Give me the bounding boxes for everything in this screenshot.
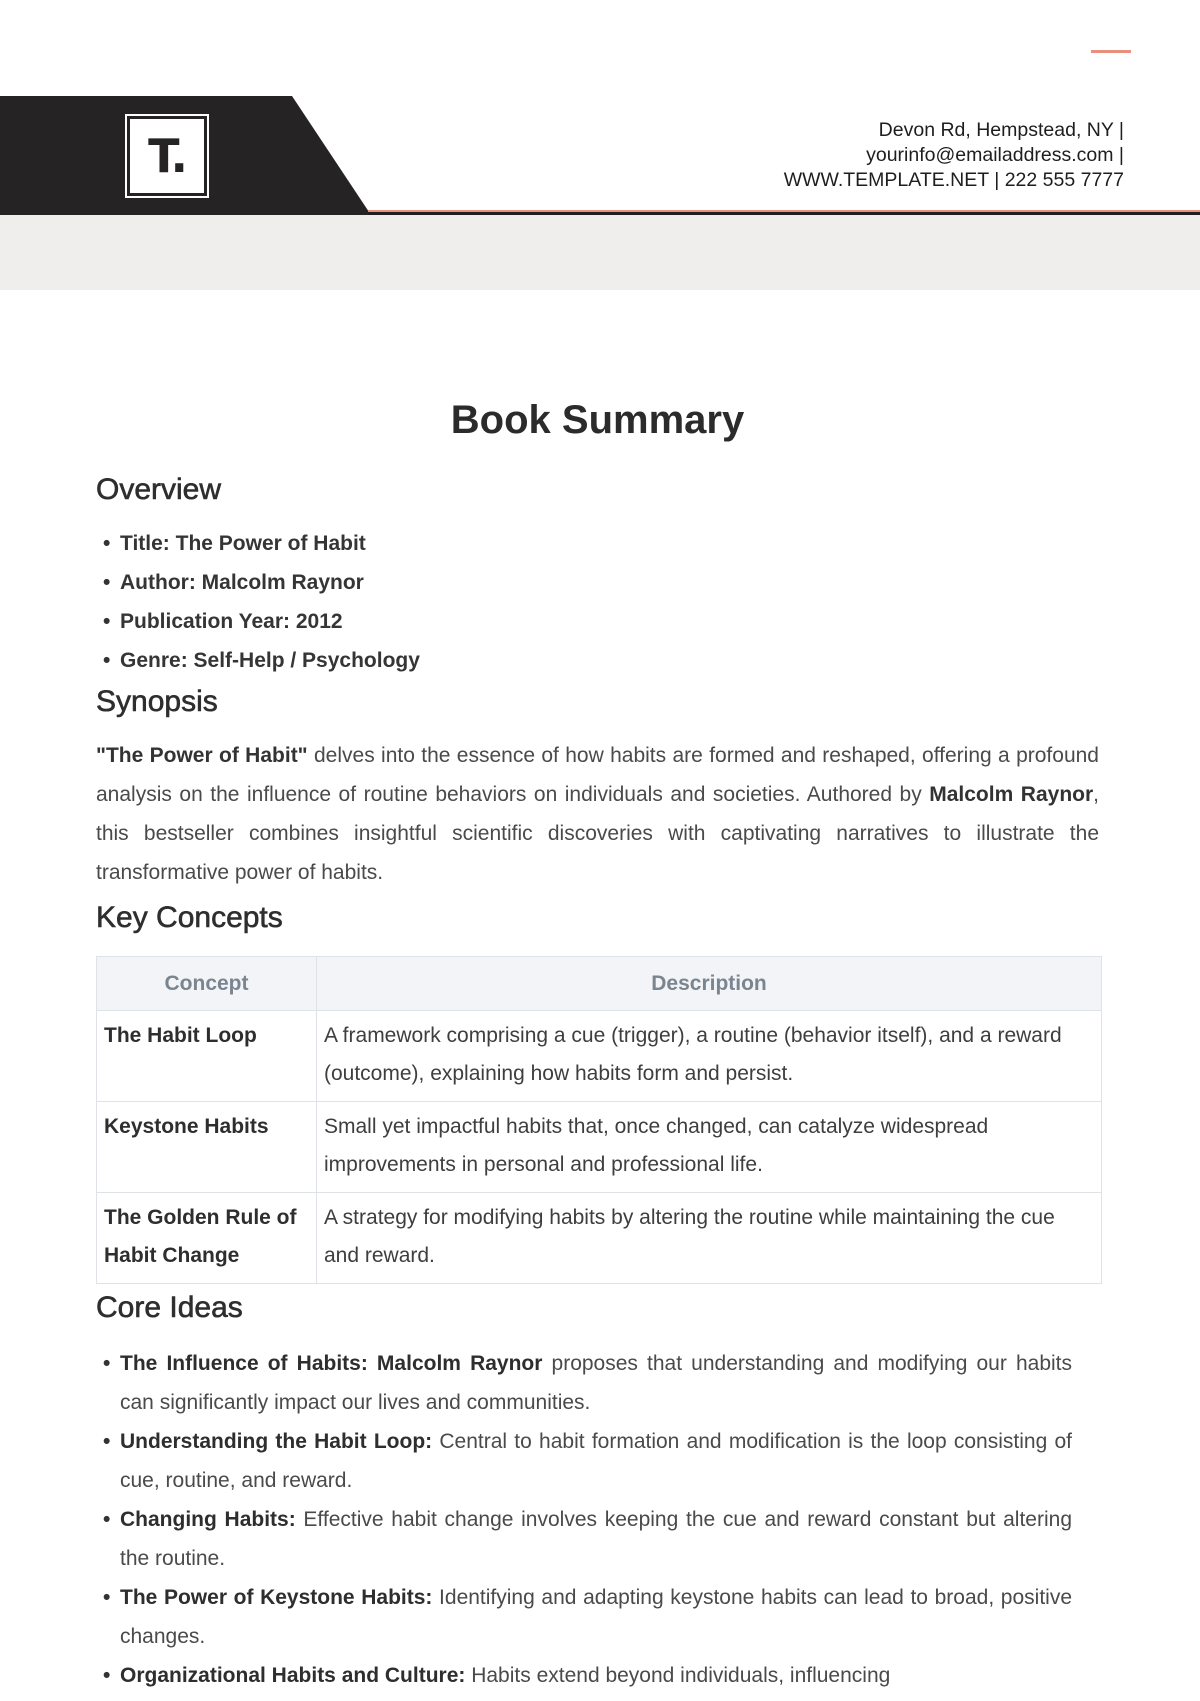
contact-email: yourinfo@emailaddress.com | [866, 144, 1124, 166]
core-idea-lead: The Power of Keystone Habits: [120, 1586, 433, 1609]
synopsis-text-2: , this bestseller combines insightful scientific discoveries with captivating narratives to illustrate the transformative power of habits. [96, 783, 1099, 884]
synopsis-author: Malcolm Raynor [929, 783, 1094, 806]
overview-item-genre: • Genre: Self-Help / Psychology [96, 641, 1099, 680]
core-idea-lead: Organizational Habits and Culture: [120, 1664, 466, 1687]
contact-info [784, 118, 1124, 193]
header [0, 0, 1200, 220]
key-concepts-table [96, 956, 1102, 1284]
synopsis-heading: Synopsis [96, 685, 218, 718]
concept-cell: The Habit Loop [97, 1011, 317, 1102]
core-idea-lead: Changing Habits: [120, 1508, 296, 1531]
contact-website-phone: WWW.TEMPLATE.NET | 222 555 7777 [783, 169, 1124, 191]
overview-heading: Overview [96, 473, 222, 506]
core-idea-text: Effective habit change involves keeping the cue and reward constant but altering the routine. [120, 1508, 1072, 1570]
concept-cell: The Golden Rule of Habit Change [97, 1193, 317, 1284]
synopsis-paragraph [96, 736, 1099, 892]
document-body [96, 390, 1099, 1695]
list-item [96, 1578, 1072, 1656]
overview-item-title: • Title: The Power of Habit [96, 524, 1099, 563]
header-gray-band [0, 215, 1200, 290]
description-cell: Small yet impactful habits that, once changed, can catalyze widespread improvements in personal and professional life. [317, 1102, 1102, 1193]
list-item [96, 1344, 1072, 1422]
list-item [96, 1656, 1072, 1695]
core-ideas-list [96, 1344, 1099, 1695]
core-ideas-heading: Core Ideas [96, 1291, 243, 1324]
concept-cell: Keystone Habits [97, 1102, 317, 1193]
table-row [97, 1011, 1102, 1102]
header-rule-accent [368, 210, 1200, 212]
list-item [96, 1500, 1072, 1578]
logo-text: T. [148, 129, 186, 183]
core-idea-lead: Understanding the Habit Loop: [120, 1430, 433, 1453]
core-idea-text: Habits extend beyond individuals, influencing [465, 1664, 891, 1687]
key-concepts-heading: Key Concepts [96, 901, 283, 934]
synopsis-book-title: "The Power of Habit" [96, 744, 308, 767]
description-cell: A strategy for modifying habits by altering the routine while maintaining the cue and reward. [317, 1193, 1102, 1284]
core-idea-text: proposes that understanding and modifying our habits can significantly impact our lives and communities. [120, 1352, 1072, 1414]
overview-item-author: • Author: Malcolm Raynor [96, 563, 1099, 602]
core-idea-lead: The Influence of Habits: Malcolm Raynor [120, 1352, 543, 1375]
synopsis-text-1: delves into the essence of how habits are formed and reshaped, offering a profound analysis on the influence of routine behaviors on individuals and societies. Authored by [96, 744, 1099, 806]
core-idea-text: Central to habit formation and modification is the loop consisting of cue, routine, and reward. [120, 1430, 1072, 1492]
description-cell: A framework comprising a cue (trigger), a routine (behavior itself), and a reward (outcome), explaining how habits form and persist. [317, 1011, 1102, 1102]
list-item [96, 1422, 1072, 1500]
page-title: Book Summary [450, 398, 745, 442]
overview-list [96, 524, 1099, 680]
table-row [97, 1193, 1102, 1284]
overview-item-year: • Publication Year: 2012 [96, 602, 1099, 641]
core-idea-text: Identifying and adapting keystone habits can lead to broad, positive changes. [120, 1586, 1073, 1648]
contact-address: Devon Rd, Hempstead, NY | [878, 119, 1124, 141]
table-header-row [97, 957, 1102, 1011]
table-row [97, 1102, 1102, 1193]
column-header-concept: Concept [97, 957, 317, 1011]
logo [128, 117, 206, 195]
column-header-description: Description [317, 957, 1102, 1011]
